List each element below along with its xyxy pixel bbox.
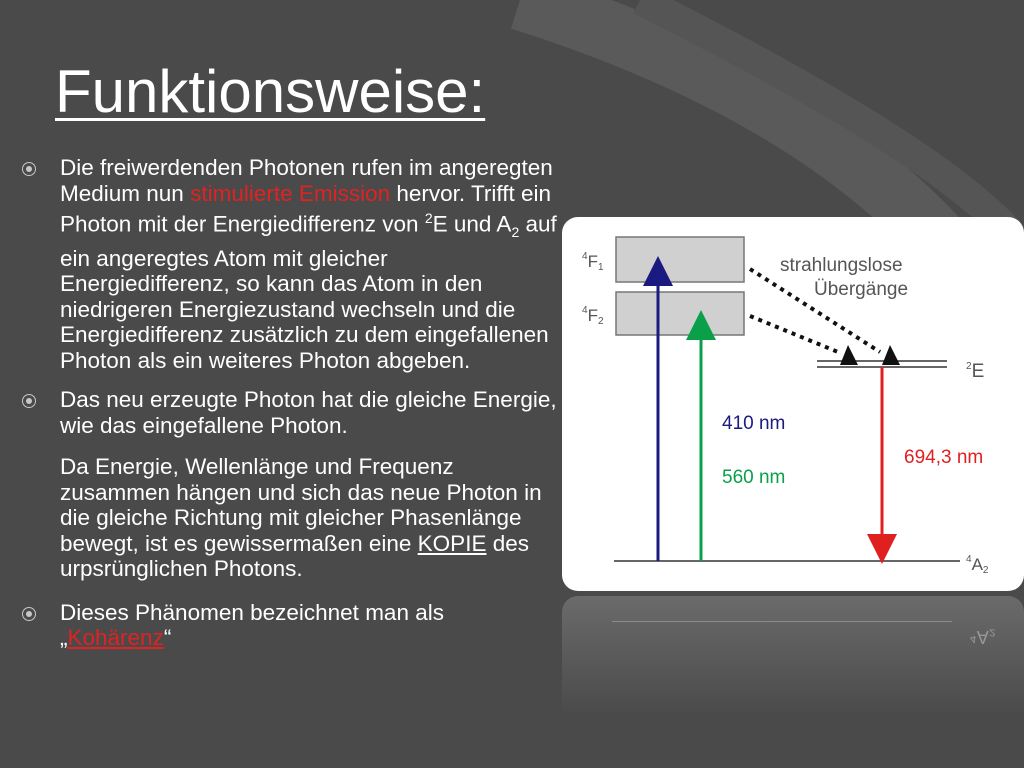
triangle-marker-left <box>840 345 858 365</box>
bullet-item: Dieses Phänomen bezeichnet man als „Kohärenz“ <box>18 600 558 651</box>
nonradiative-line-lower <box>750 316 838 352</box>
triangle-marker-right <box>882 345 900 365</box>
level-f2-box <box>616 292 744 335</box>
label-e: $^2$E <box>966 361 985 382</box>
bullet-circle-icon <box>22 394 36 408</box>
label-f2: $^4$F2 <box>582 305 604 327</box>
energy-diagram-svg <box>562 217 1024 591</box>
bullet-item: Das neu erzeugte Photon hat die gleiche Energie, wie das eingefallene Photon. <box>18 387 558 438</box>
annotation-line1: strahlungslose <box>780 255 903 276</box>
slide-title: Funktionsweise: <box>55 58 486 125</box>
label-f1: $^4$F1 <box>582 251 604 273</box>
kopie-text: KOPIE <box>417 530 487 556</box>
bullet-circle-icon <box>22 607 36 621</box>
level-f1-box <box>616 237 744 282</box>
diagram-reflection <box>562 596 1024 716</box>
energy-level-diagram <box>562 217 1024 591</box>
label-410nm: 410 nm <box>722 413 786 434</box>
label-560nm: 560 nm <box>722 467 786 488</box>
bullet-list <box>18 155 558 663</box>
koharenz-text: Kohärenz <box>67 625 164 650</box>
bullet-circle-icon <box>22 162 36 176</box>
label-a2: $^4$A2 <box>966 554 989 576</box>
reflection-label: ⁴A₂ <box>969 627 996 647</box>
highlight-text: stimulierte Emission <box>190 180 391 206</box>
reflection-line <box>612 621 952 622</box>
annotation-line2: Übergänge <box>814 279 909 300</box>
bullet-item: Die freiwerdenden Photonen rufen im angeregten Medium nun stimulierte Emission hervor. Trifft ein Photon mit der Energiedifferenz von $^2$E und $A_2$ auf ein angeregtes Atom mit gleicher Energiedifferenz, so kann das Atom in den niedrigeren Energiezustand wechseln und die Energiedifferenz zusätzlich zu dem eingefallenen Photon als ein weiteres Photon abgeben. <box>18 155 558 373</box>
continuation-paragraph: Da Energie, Wellenlänge und Frequenz zusammen hängen und sich das neue Photon in die gleiche Richtung mit gleicher Phasenlänge bewegt, ist es gewissermaßen eine KOPIE des urpsrünglichen Photons. <box>60 454 542 581</box>
label-694nm: 694,3 nm <box>904 447 984 468</box>
